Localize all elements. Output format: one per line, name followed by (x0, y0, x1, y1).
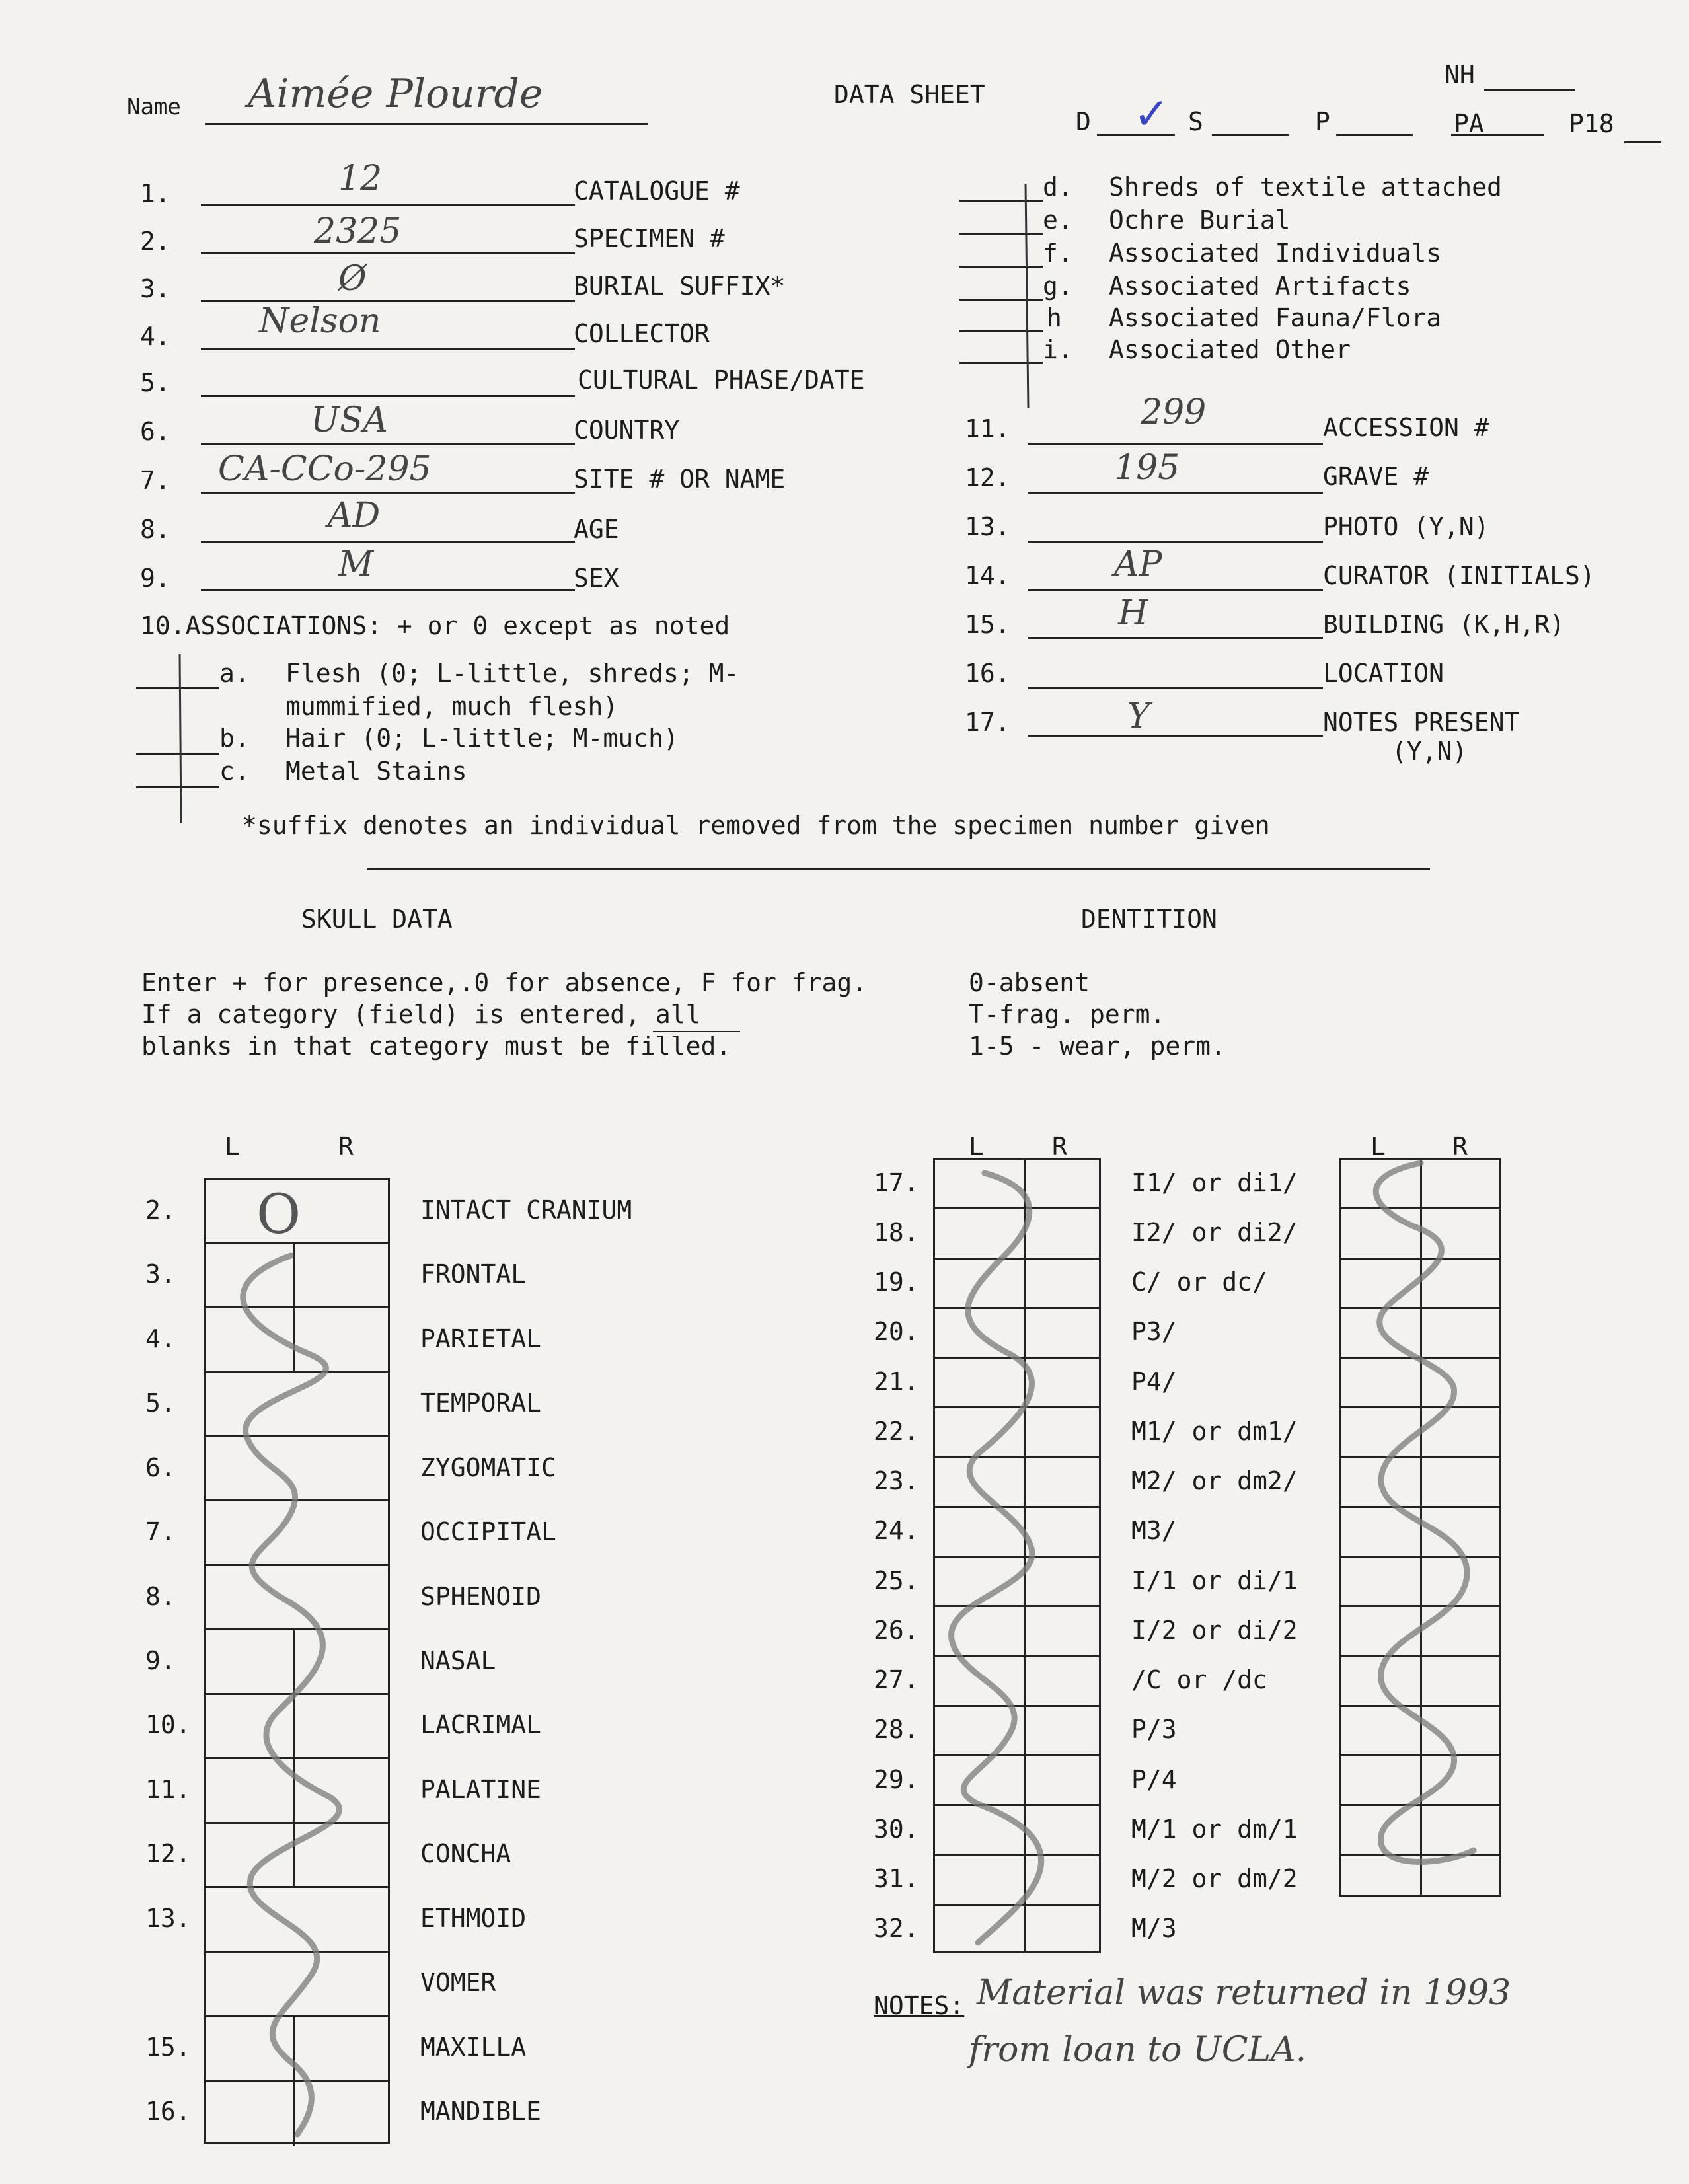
dent-row-divider (1341, 1605, 1499, 1607)
dent-row-label: M/3 (1131, 1914, 1177, 1943)
field-num: 4. (140, 322, 170, 351)
field-line (201, 541, 575, 543)
dent-row-num: 24. (874, 1516, 919, 1546)
assoc-letter: d. (1043, 172, 1073, 202)
dent-row-num: 17. (874, 1168, 919, 1197)
skull-row-num: 8. (145, 1581, 176, 1611)
dent-row-num: 22. (874, 1416, 919, 1446)
field-num: 3. (140, 274, 170, 303)
dent-row-label: P4/ (1131, 1367, 1177, 1396)
field-line (1028, 637, 1323, 639)
dent-row-label: P/4 (1131, 1764, 1177, 1794)
skull-row-num: 9. (145, 1646, 176, 1675)
assoc-line (959, 200, 1043, 202)
dent-row-divider (935, 1207, 1099, 1209)
skull-lr-divider (293, 1244, 295, 1373)
name-value: Aimée Plourde (248, 71, 543, 117)
skull-row-divider (206, 1886, 388, 1888)
field-value: Nelson (259, 301, 381, 341)
field-num: 9. (140, 564, 170, 593)
dent-lr-divider (1420, 1160, 1422, 1895)
skull-row-label: INTACT CRANIUM (420, 1195, 632, 1224)
dent-row-label: I2/ or di2/ (1131, 1217, 1298, 1247)
dent-row-divider (1341, 1456, 1499, 1458)
field-value: Ø (338, 259, 367, 299)
skull-row-label: SPHENOID (420, 1581, 542, 1611)
skull-row-num: 16. (145, 2097, 191, 2127)
skull-col-r: R (338, 1132, 354, 1161)
dent-row-num: 25. (874, 1565, 919, 1595)
field-value: Y (1127, 697, 1150, 736)
skull-row-num: 5. (145, 1388, 176, 1418)
field-label: GRAVE # (1323, 462, 1429, 491)
assoc-letter: c. (219, 757, 250, 786)
suffix-note: *suffix denotes an individual removed from the specimen number given (242, 811, 1270, 840)
skull-row-num: 2. (145, 1195, 176, 1224)
field-num: 1. (140, 179, 170, 208)
notes-label: NOTES: (874, 1991, 965, 2020)
dent-row-label: P/3 (1131, 1715, 1177, 1745)
all-underline (653, 1031, 740, 1032)
dent-row-num: 31. (874, 1864, 919, 1894)
skull-row-divider (206, 2080, 388, 2082)
dent-row-num: 21. (874, 1367, 919, 1396)
field-label: ACCESSION # (1323, 413, 1489, 442)
dent-row-divider (935, 1456, 1099, 1458)
s-line (1212, 134, 1289, 136)
field-label: SEX (574, 564, 619, 593)
assoc-line (959, 330, 1043, 332)
skull-row-label: CONCHA (420, 1839, 511, 1869)
field-line (201, 589, 575, 591)
dent-row-divider (935, 1307, 1099, 1309)
field-value: H (1118, 593, 1148, 633)
assoc-line (136, 753, 219, 755)
dent-row-label: I1/ or di1/ (1131, 1168, 1298, 1197)
notes-line-2: from loan to UCLA. (969, 2030, 1307, 2070)
dent-row-label: /C or /dc (1131, 1665, 1267, 1695)
field-label: (Y,N) (1392, 737, 1468, 766)
dent-row-num: 30. (874, 1814, 919, 1844)
dent2-col-l: L (1370, 1132, 1386, 1161)
field-value: 2325 (314, 211, 402, 251)
notes-line-1: Material was returned in 1993 (977, 1973, 1511, 2013)
dent-row-num: 20. (874, 1317, 919, 1347)
dentition-grid-left (933, 1158, 1101, 1953)
dent-row-divider (1341, 1804, 1499, 1806)
field-value: 12 (338, 159, 383, 198)
dent-row-divider (935, 1258, 1099, 1260)
dent-row-divider (1341, 1406, 1499, 1408)
dent-row-num: 19. (874, 1267, 919, 1297)
skull-row-divider (206, 1757, 388, 1759)
field-value: CA-CCo-295 (218, 449, 432, 489)
skull-row-label: LACRIMAL (420, 1710, 542, 1740)
field-line (201, 443, 575, 445)
dent-row-divider (935, 1357, 1099, 1359)
skull-row-num: 13. (145, 1903, 191, 1933)
skull-row-divider (206, 2015, 388, 2017)
field-num: 12. (965, 463, 1010, 492)
nh-label: NH (1445, 60, 1475, 89)
field-line (201, 252, 575, 254)
assoc-letter: i. (1043, 335, 1073, 364)
skull-instructions: If a category (field) is entered, all (141, 1000, 701, 1029)
d-label: D (1076, 107, 1091, 136)
p-label: P (1315, 107, 1330, 136)
section-divider (367, 868, 1430, 870)
skull-row-num: 10. (145, 1710, 191, 1740)
field-num: 8. (140, 515, 170, 544)
dent-row-num: 32. (874, 1914, 919, 1943)
field-line (1028, 589, 1323, 591)
dent-row-divider (935, 1804, 1099, 1806)
field-line (201, 348, 575, 350)
skull-title: SKULL DATA (301, 905, 453, 934)
field-value: 195 (1114, 448, 1180, 488)
dent-row-divider (1341, 1357, 1499, 1359)
field-label: BUILDING (K,H,R) (1323, 610, 1565, 639)
dent-row-divider (1341, 1556, 1499, 1558)
assoc-line (136, 687, 219, 689)
pa-line (1451, 134, 1544, 136)
skull-grid (204, 1178, 390, 2144)
dentition-legend: 0-absent (969, 968, 1090, 997)
field-line (1028, 492, 1323, 494)
dent-row-divider (935, 1506, 1099, 1508)
skull-col-l: L (225, 1132, 240, 1161)
field-line (201, 300, 575, 302)
field-value: M (338, 545, 374, 584)
field-value: AD (328, 496, 381, 535)
dent-row-label: C/ or dc/ (1131, 1267, 1267, 1297)
skull-row-divider (206, 1435, 388, 1437)
assoc-letter: h (1047, 303, 1062, 332)
field-label: AGE (574, 515, 619, 544)
field-line (1028, 687, 1323, 689)
skull-row-label: FRONTAL (420, 1260, 527, 1289)
skull-instructions: blanks in that category must be filled. (141, 1032, 732, 1061)
field-value: AP (1114, 545, 1162, 584)
pa-label: PA (1454, 109, 1484, 138)
dent-row-label: M3/ (1131, 1516, 1177, 1546)
dent-row-divider (935, 1556, 1099, 1558)
dent-col-l: L (969, 1132, 984, 1161)
skull-row-num: 12. (145, 1839, 191, 1869)
dent-row-divider (1341, 1854, 1499, 1856)
field-line (201, 492, 575, 494)
assoc-letter: g. (1043, 272, 1073, 301)
dent-row-divider (935, 1406, 1099, 1408)
field-line (1028, 735, 1323, 737)
dent-row-num: 18. (874, 1217, 919, 1247)
skull-row-num: 11. (145, 1774, 191, 1804)
field-value: 299 (1141, 393, 1207, 432)
skull-row-divider (206, 1822, 388, 1824)
dent-row-divider (1341, 1754, 1499, 1756)
skull-row-divider (206, 1564, 388, 1566)
skull-row-divider (206, 1306, 388, 1308)
assoc-line (136, 786, 219, 788)
field-label: BURIAL SUFFIX* (574, 272, 786, 301)
s-label: S (1188, 107, 1203, 136)
field-label: CURATOR (INITIALS) (1323, 561, 1595, 590)
field-line (1028, 541, 1323, 543)
assoc-text: Ochre Burial (1109, 206, 1291, 235)
assoc-letter: a. (219, 659, 250, 688)
dent-row-label: I/2 or di/2 (1131, 1615, 1298, 1645)
field-label: LOCATION (1323, 659, 1445, 688)
associations-title: 10.ASSOCIATIONS: + or 0 except as noted (140, 611, 730, 640)
dent-row-num: 28. (874, 1715, 919, 1745)
assoc-text: Metal Stains (285, 757, 467, 786)
field-num: 17. (965, 708, 1010, 737)
skull-row-num: 6. (145, 1452, 176, 1482)
dent-row-divider (1341, 1655, 1499, 1657)
field-num: 14. (965, 561, 1010, 590)
assoc-text: Associated Individuals (1109, 239, 1442, 268)
skull-row-num: 15. (145, 2032, 191, 2062)
dent-row-divider (935, 1705, 1099, 1707)
d-line (1097, 134, 1175, 136)
dent-row-divider (1341, 1207, 1499, 1209)
skull-row-label: MAXILLA (420, 2032, 527, 2062)
dentition-title: DENTITION (1081, 905, 1217, 934)
skull-row-label: NASAL (420, 1646, 496, 1675)
assoc-text: Flesh (0; L-little, shreds; M- (285, 659, 739, 688)
dent-col-r: R (1052, 1132, 1067, 1161)
assoc-line (959, 362, 1043, 364)
field-num: 15. (965, 610, 1010, 639)
field-num: 11. (965, 414, 1010, 443)
skull-row-label: MANDIBLE (420, 2097, 542, 2127)
sheet-title: DATA SHEET (834, 80, 985, 109)
assoc-letter: f. (1043, 239, 1073, 268)
field-num: 6. (140, 417, 170, 446)
field-num: 16. (965, 659, 1010, 688)
assoc-line (959, 266, 1043, 268)
dent-row-divider (935, 1605, 1099, 1607)
assoc-line (959, 299, 1043, 301)
name-line (205, 123, 648, 125)
field-label: COUNTRY (574, 416, 680, 445)
skull-row-divider (206, 1499, 388, 1501)
dentition-legend: 1-5 - wear, perm. (969, 1032, 1226, 1061)
assoc-text: Hair (0; L-little; M-much) (285, 724, 679, 753)
skull-row-label: VOMER (420, 1968, 496, 1998)
field-line (1028, 443, 1323, 445)
p18-label: P18 (1569, 109, 1614, 138)
field-label: COLLECTOR (574, 319, 710, 348)
field-num: 5. (140, 368, 170, 397)
dent-row-label: M2/ or dm2/ (1131, 1466, 1298, 1496)
skull-row-divider (206, 1371, 388, 1373)
assoc-text: Associated Artifacts (1109, 272, 1411, 301)
dent-row-divider (935, 1904, 1099, 1906)
skull-row-label: ETHMOID (420, 1903, 527, 1933)
assoc-letter: b. (219, 724, 250, 753)
skull-row-divider (206, 1951, 388, 1953)
dent-row-label: I/1 or di/1 (1131, 1565, 1298, 1595)
p-line (1336, 134, 1413, 136)
dent-row-num: 27. (874, 1665, 919, 1695)
dent-row-num: 29. (874, 1764, 919, 1794)
skull-row-divider (206, 1693, 388, 1695)
field-label: CATALOGUE # (574, 176, 740, 206)
assoc-letter: e. (1043, 206, 1073, 235)
skull-row-num: 7. (145, 1517, 176, 1547)
dent-row-label: M1/ or dm1/ (1131, 1416, 1298, 1446)
skull-row-label: OCCIPITAL (420, 1517, 556, 1547)
dent-row-divider (1341, 1705, 1499, 1707)
dent-row-label: M/1 or dm/1 (1131, 1814, 1298, 1844)
dent2-col-r: R (1452, 1132, 1468, 1161)
assoc-text: Associated Other (1109, 335, 1351, 364)
dent-row-divider (1341, 1506, 1499, 1508)
nh-line (1484, 89, 1575, 91)
field-value: USA (311, 400, 388, 440)
skull-row-label: PALATINE (420, 1774, 542, 1804)
field-num: 7. (140, 466, 170, 495)
intact-cranium-mark: O (256, 1184, 301, 1246)
skull-row-label: TEMPORAL (420, 1388, 542, 1418)
field-line (201, 204, 575, 206)
name-label: Name (127, 94, 181, 120)
dent-row-num: 26. (874, 1615, 919, 1645)
assoc-text: Shreds of textile attached (1109, 172, 1502, 202)
field-label: CULTURAL PHASE/DATE (578, 365, 865, 395)
field-line (201, 395, 575, 397)
skull-row-label: PARIETAL (420, 1324, 542, 1353)
dent-row-divider (935, 1655, 1099, 1657)
assoc-text: mummified, much flesh) (285, 692, 619, 721)
dent-row-divider (935, 1854, 1099, 1856)
field-label: SITE # OR NAME (574, 465, 786, 494)
skull-row-label: ZYGOMATIC (420, 1452, 556, 1482)
dent-row-divider (1341, 1307, 1499, 1309)
dent-row-divider (1341, 1258, 1499, 1260)
assoc-text: Associated Fauna/Flora (1109, 303, 1442, 332)
skull-row-num: 3. (145, 1260, 176, 1289)
skull-row-divider (206, 1628, 388, 1630)
dent-row-divider (935, 1754, 1099, 1756)
dent-row-num: 23. (874, 1466, 919, 1496)
skull-instructions: Enter + for presence,.0 for absence, F for frag. (141, 968, 868, 997)
field-label: SPECIMEN # (574, 224, 725, 253)
assoc-line (959, 233, 1043, 235)
d-checkmark: ✓ (1133, 89, 1170, 139)
skull-lr-divider (293, 2017, 295, 2146)
dent-row-label: M/2 or dm/2 (1131, 1864, 1298, 1894)
dentition-legend: T-frag. perm. (969, 1000, 1166, 1029)
field-label: NOTES PRESENT (1323, 708, 1520, 737)
field-label: PHOTO (Y,N) (1323, 512, 1489, 541)
field-num: 13. (965, 512, 1010, 541)
skull-row-num: 4. (145, 1324, 176, 1353)
field-num: 2. (140, 227, 170, 256)
dent-row-label: P3/ (1131, 1317, 1177, 1347)
p18-line (1624, 141, 1661, 143)
skull-lr-divider (293, 1630, 295, 1888)
dentition-grid-right (1339, 1158, 1501, 1897)
